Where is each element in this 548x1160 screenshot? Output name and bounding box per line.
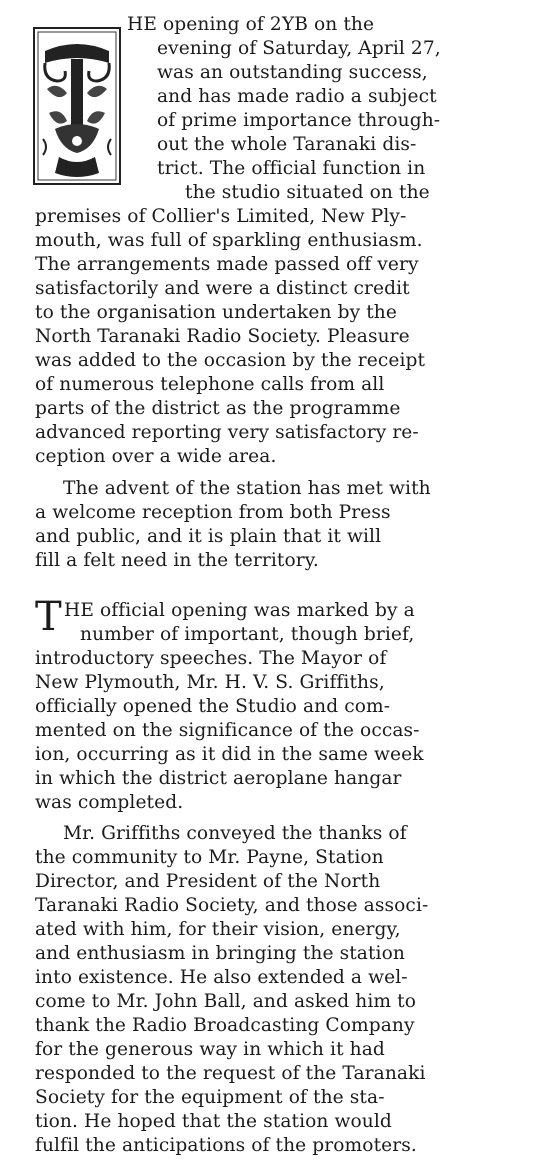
text-line: was an outstanding success, [157,62,428,83]
text-line: trict. The official function in [157,158,426,179]
text-line: mented on the significance of the occas- [35,720,420,741]
text-line: come to Mr. John Ball, and asked him to [35,991,417,1012]
text-line: was added to the occasion by the receipt [35,350,426,371]
text-line: responded to the request of the Taranaki [35,1063,426,1084]
text-line: ion, occurring as it did in the same week [35,744,424,765]
text-line: a welcome reception from both Press [35,502,391,523]
text-line: premises of Collier's Limited, New Ply- [35,206,407,227]
text-line: officially opened the Studio and com- [35,696,391,717]
text-line: out the whole Taranaki dis- [157,134,417,155]
text-line: HE official opening was marked by a [64,600,415,621]
text-line: of prime importance through- [157,110,441,131]
text-line: mouth, was full of sparkling enthusiasm. [35,230,423,251]
text-line: Director, and President of the North [35,871,381,892]
text-line: and enthusiasm in bringing the station [35,943,405,964]
text-line: New Plymouth, Mr. H. V. S. Griffiths, [35,672,385,693]
text-line: The arrangements made passed off very [35,254,419,275]
text-line: Taranaki Radio Society, and those associ- [35,895,429,916]
text-line: introductory speeches. The Mayor of [35,648,387,669]
text-line: evening of Saturday, April 27, [157,38,441,59]
text-line: the studio situated on the [185,182,430,203]
text-line: satisfactorily and were a distinct credit [35,278,410,299]
section-initial: T [35,594,62,640]
text-line: into existence. He also extended a wel- [35,967,408,988]
text-line: thank the Radio Broadcasting Company [35,1015,415,1036]
text-line: HE opening of 2YB on the [127,14,375,35]
text-line: parts of the district as the programme [35,398,401,419]
text-line: The advent of the station has met with [63,478,431,499]
text-line: number of important, though brief, [80,624,415,645]
text-line: Society for the equipment of the sta- [35,1087,385,1108]
text-line: tion. He hoped that the station would [35,1111,392,1132]
text-line: for the generous way in which it had [35,1039,385,1060]
text-line: ception over a wide area. [35,446,277,467]
text-line: Mr. Griffiths conveyed the thanks of [63,823,407,844]
text-line: to the organisation undertaken by the [35,302,397,323]
text-line: North Taranaki Radio Society. Pleasure [35,326,410,347]
text-line: ated with him, for their vision, energy, [35,919,401,940]
text-line: advanced reporting very satisfactory re- [35,422,419,443]
text-line: and has made radio a subject [157,86,437,107]
ornament-icon [35,29,119,183]
text-line: fill a felt need in the territory. [35,550,319,571]
text-line: and public, and it is plain that it will [35,526,382,547]
text-line: in which the district aeroplane hangar [35,768,402,789]
text-line: of numerous telephone calls from all [35,374,385,395]
text-line: the community to Mr. Payne, Station [35,847,384,868]
ornamental-dropcap [33,27,121,185]
text-line: fulfil the anticipations of the promoters. [35,1135,417,1156]
text-line: was completed. [35,792,184,813]
